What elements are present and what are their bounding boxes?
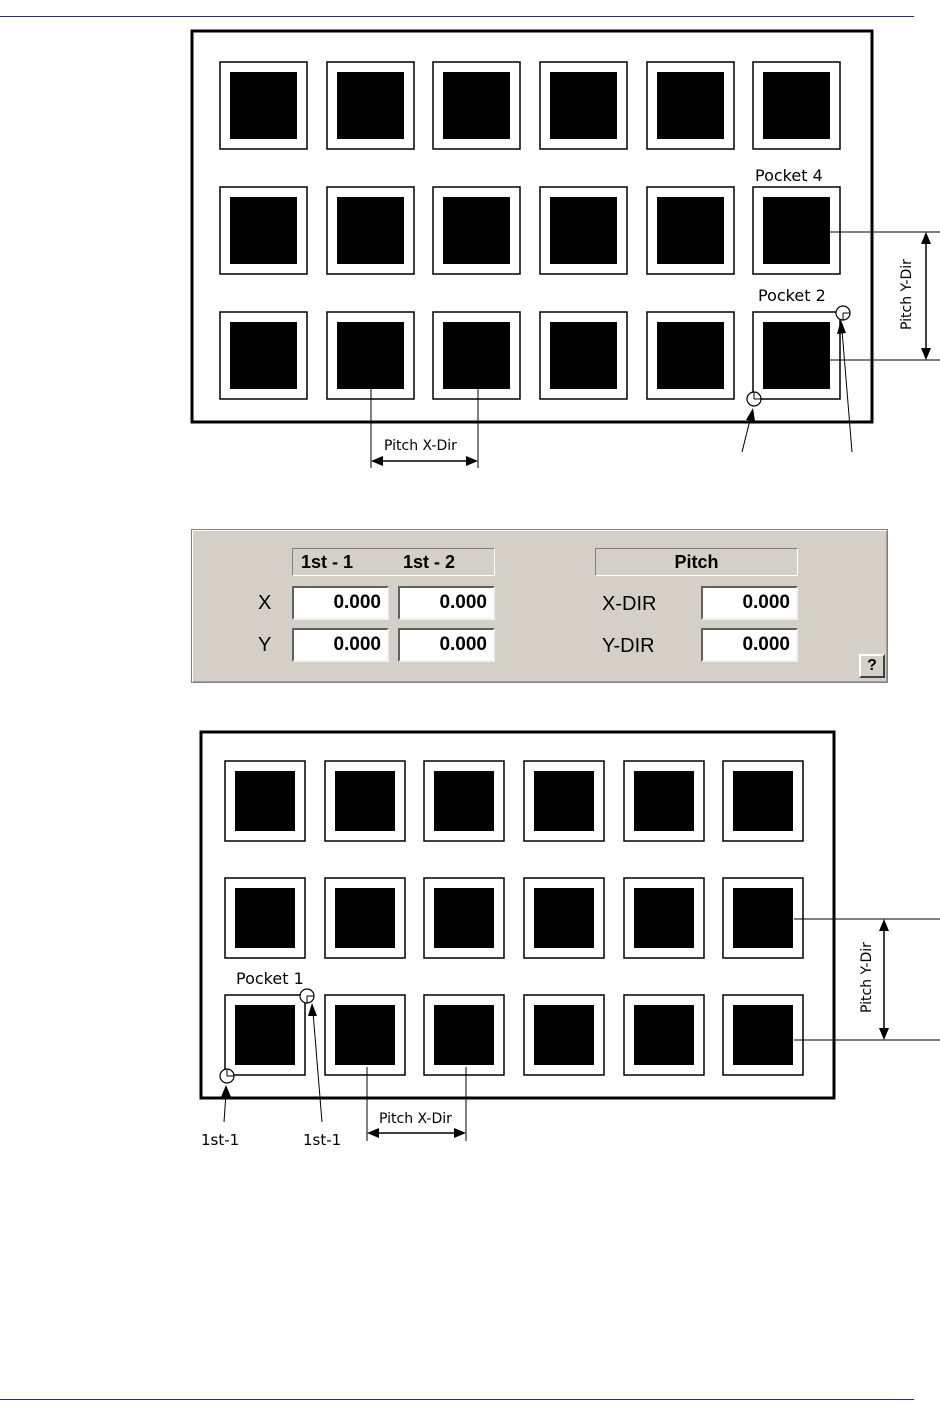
tray-pocket <box>327 187 414 274</box>
pitch-x-label-bottom: Pitch X-Dir <box>379 1111 452 1127</box>
tray-pocket <box>753 62 840 149</box>
tray-diagram-top <box>0 0 940 500</box>
tray-pocket <box>225 761 305 841</box>
tray-pocket <box>220 187 307 274</box>
tray-pocket <box>433 62 520 149</box>
tray-pocket <box>325 878 405 958</box>
x-first-1-input[interactable]: 0.000 <box>292 586 389 620</box>
pitch-header <box>595 548 798 576</box>
tray-pocket <box>225 878 305 958</box>
tray-pocket <box>624 761 704 841</box>
row-y-label: Y <box>258 634 272 656</box>
tray-pocket <box>424 995 504 1075</box>
tray-pocket <box>753 312 840 399</box>
pitch-x-label: Pitch X-Dir <box>384 438 457 454</box>
pocket-4-label: Pocket 4 <box>755 166 823 185</box>
x-dir-label: X-DIR <box>602 593 657 615</box>
tray-pocket <box>540 187 627 274</box>
tray-pocket <box>524 878 604 958</box>
tray-pocket <box>723 761 803 841</box>
pitch-x-dir-input[interactable]: 0.000 <box>701 586 798 620</box>
bottom-rule <box>0 1399 914 1400</box>
row-x-label: X <box>258 592 272 614</box>
pocket-setup-panel <box>191 529 888 683</box>
help-button[interactable]: ? <box>859 654 885 678</box>
tray-pocket <box>624 878 704 958</box>
tray-pocket <box>424 761 504 841</box>
y-first-2-input[interactable]: 0.000 <box>398 628 495 662</box>
tray-pocket <box>540 312 627 399</box>
tray-pocket <box>325 995 405 1075</box>
tray-pocket <box>624 995 704 1075</box>
tray-pocket <box>524 995 604 1075</box>
header-first-2: 1st - 2 <box>403 552 456 572</box>
tray-pocket <box>225 995 305 1075</box>
tray-pocket <box>327 312 414 399</box>
header-pitch: Pitch <box>674 552 719 572</box>
pitch-y-label: Pitch Y-Dir <box>899 259 915 330</box>
tray-pocket <box>540 62 627 149</box>
x-first-2-input[interactable]: 0.000 <box>398 586 495 620</box>
tray-pocket <box>647 62 734 149</box>
pitch-y-dir-input[interactable]: 0.000 <box>701 628 798 662</box>
tray-pocket <box>647 312 734 399</box>
tray-pocket <box>424 878 504 958</box>
tray-pocket <box>220 62 307 149</box>
coordinate-header <box>292 548 495 576</box>
y-dir-label: Y-DIR <box>602 635 655 657</box>
callout-1st-1-left: 1st-1 <box>201 1131 240 1149</box>
tray-pocket <box>753 187 840 274</box>
y-first-1-input[interactable]: 0.000 <box>292 628 389 662</box>
tray-pocket <box>524 761 604 841</box>
tray-pocket <box>433 187 520 274</box>
tray-diagram-bottom <box>0 720 940 1160</box>
tray-pocket <box>220 312 307 399</box>
pitch-y-label-bottom: Pitch Y-Dir <box>859 942 875 1013</box>
tray-pocket <box>433 312 520 399</box>
pocket-1-label: Pocket 1 <box>236 969 304 988</box>
tray-pocket <box>647 187 734 274</box>
header-first-1: 1st - 1 <box>301 552 354 572</box>
callout-1st-1-right: 1st-1 <box>303 1131 342 1149</box>
tray-pocket <box>723 995 803 1075</box>
tray-pocket <box>325 761 405 841</box>
pocket-2-label: Pocket 2 <box>758 286 826 305</box>
tray-pocket <box>723 878 803 958</box>
tray-pocket <box>327 62 414 149</box>
